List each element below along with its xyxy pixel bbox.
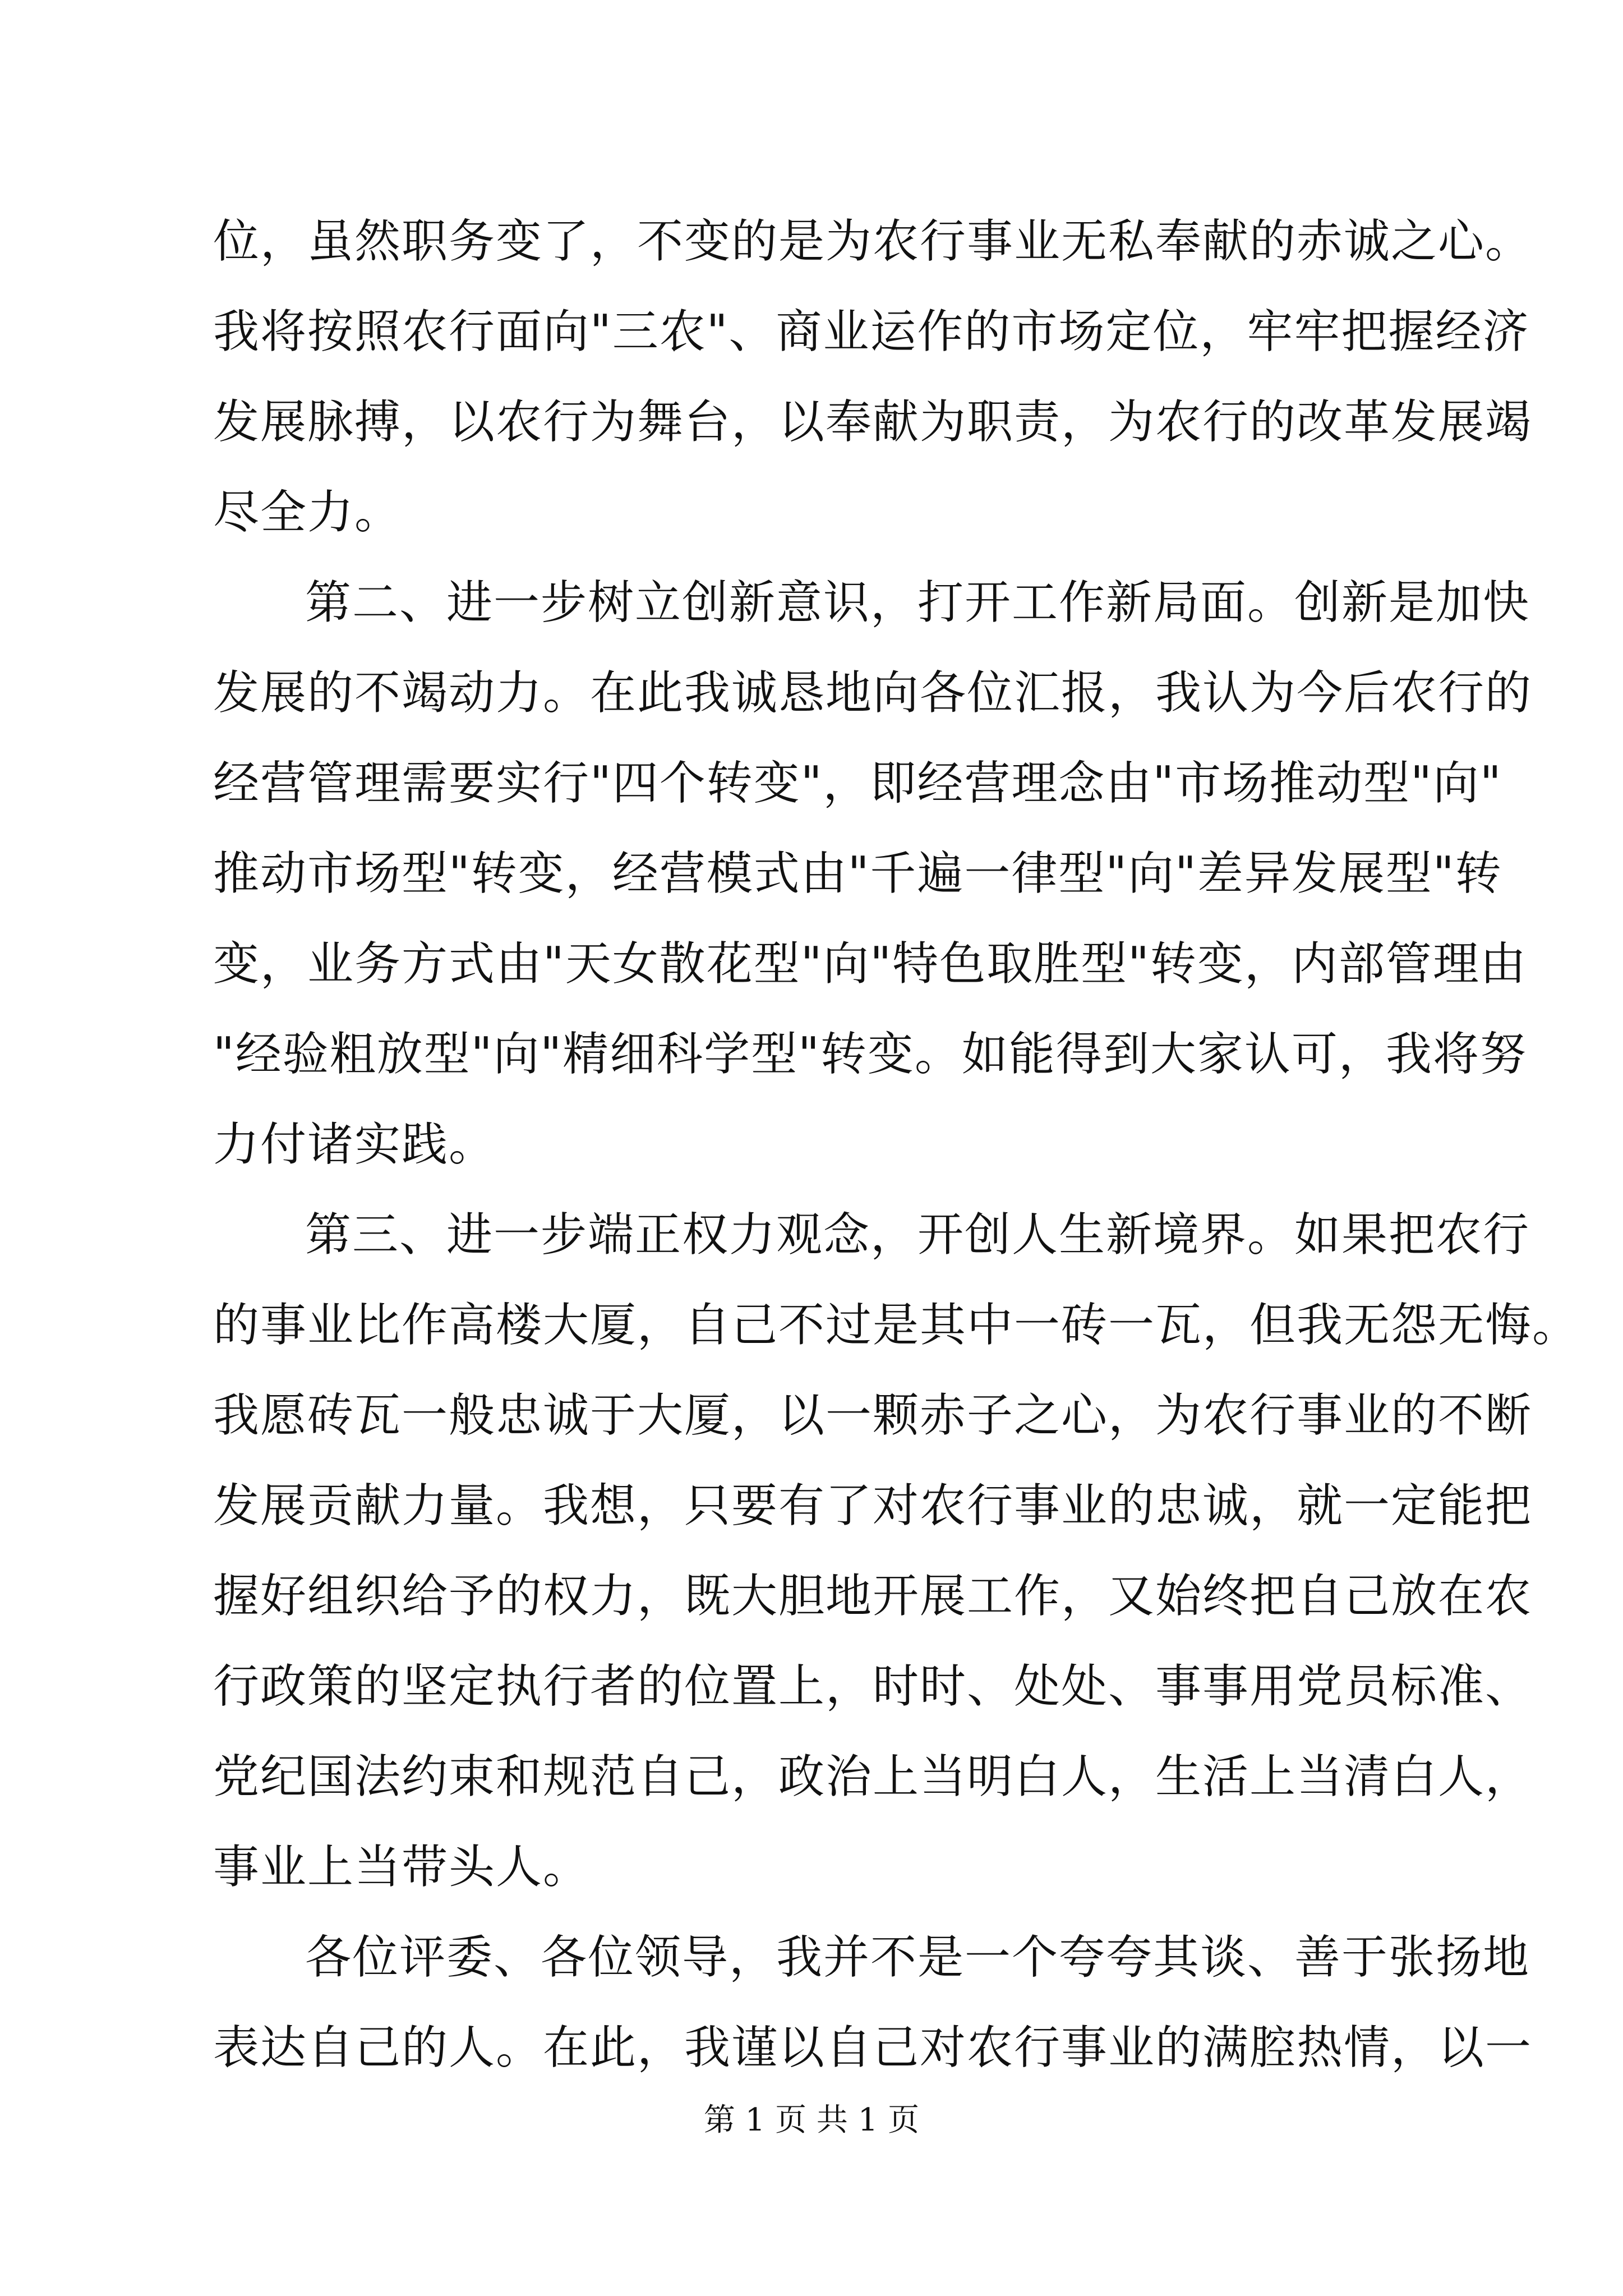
text-line: 经营管理需要实行"四个转变"，即经营理念由"市场推动型"向" <box>213 757 1502 810</box>
text-line: 尽全力。 <box>213 486 402 539</box>
text-line: 的事业比作高楼大厦，自己不过是其中一砖一瓦，但我无怨无悔。 <box>213 1299 1580 1352</box>
text-line: 变，业务方式由"天女散花型"向"特色取胜型"转变，内部管理由 <box>213 937 1527 991</box>
paragraph-first-line: 第二、进一步树立创新意识，打开工作新局面。创新是加快 <box>305 576 1530 629</box>
text-line: 发展的不竭动力。在此我诚恳地向各位汇报，我认为今后农行的 <box>213 666 1533 720</box>
paragraph-first-line: 第三、进一步端正权力观念，开创人生新境界。如果把农行 <box>305 1208 1530 1262</box>
text-line: 发展贡献力量。我想，只要有了对农行事业的忠诚，就一定能把 <box>213 1479 1533 1533</box>
text-line: 推动市场型"转变，经营模式由"千遍一律型"向"差异发展型"转 <box>213 847 1502 900</box>
paragraph-first-line: 各位评委、各位领导，我并不是一个夸夸其谈、善于张扬地 <box>305 1931 1530 1984</box>
text-line: 力付诸实践。 <box>213 1118 496 1171</box>
text-line: 党纪国法约束和规范自己，政治上当明白人，生活上当清白人， <box>213 1750 1533 1803</box>
document-body <box>213 196 1580 2093</box>
text-line: 我将按照农行面向"三农"、商业运作的市场定位，牢牢把握经济 <box>213 305 1530 358</box>
text-line: 发展脉搏，以农行为舞台，以奉献为职责，为农行的改革发展竭 <box>213 395 1533 449</box>
text-line: 表达自己的人。在此，我谨以自己对农行事业的满腔热情，以一 <box>213 2021 1533 2074</box>
text-line: 事业上当带头人。 <box>213 1841 591 1894</box>
text-line: 我愿砖瓦一般忠诚于大厦，以一颗赤子之心，为农行事业的不断 <box>213 1389 1533 1442</box>
text-line: 位，虽然职务变了，不变的是为农行事业无私奉献的赤诚之心。 <box>213 215 1533 268</box>
page-number-footer: 第 1 页 共 1 页 <box>703 2102 920 2138</box>
text-line: "经验粗放型"向"精细科学型"转变。如能得到大家认可，我将努 <box>213 1028 1527 1081</box>
text-line: 握好组织给予的权力，既大胆地开展工作，又始终把自己放在农 <box>213 1570 1533 1623</box>
text-line: 行政策的坚定执行者的位置上，时时、处处、事事用党员标准、 <box>213 1660 1533 1713</box>
